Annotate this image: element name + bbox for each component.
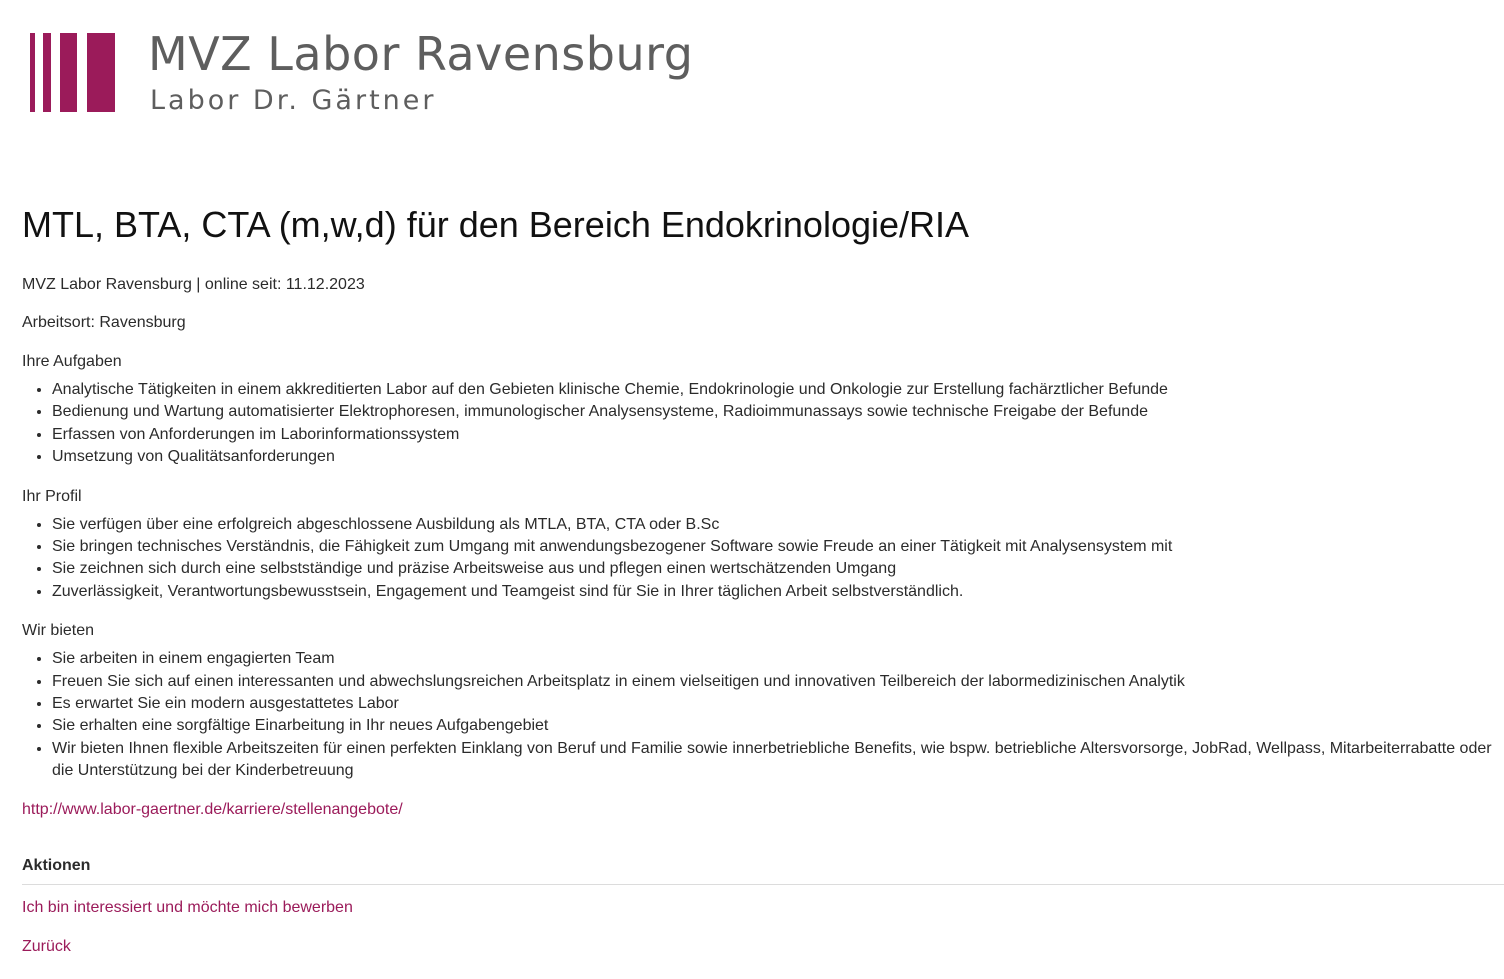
list-item: • Wir bieten Ihnen flexible Arbeitszeiten für einen perfekten Einklang von Beruf und Familie sowie innerbetriebliche Benefits, wie bspw. betriebliche Altersvorsorge, JobRad, Wellpass, Mitarbeiterrabatte oder die Unterstützung bei der Kinderbetreuung [52, 738, 1504, 783]
page-title: MTL, BTA, CTA (m,w,d) für den Bereich Endokrinologie/RIA [22, 204, 970, 245]
list-item: • Sie erhalten eine sorgfältige Einarbeitung in Ihr neues Aufgabengebiet [52, 715, 1504, 737]
list-item: • Sie verfügen über eine erfolgreich abgeschlossene Ausbildung als MTLA, BTA, CTA oder B.Sc [52, 514, 1504, 536]
list-item: • Es erwartet Sie ein modern ausgestattetes Labor [52, 693, 1504, 715]
profile-list [22, 514, 1504, 604]
apply-link[interactable]: Ich bin interessiert und möchte mich bewerben [22, 898, 353, 916]
back-link[interactable]: Zurück [22, 937, 71, 955]
actions-heading: Aktionen [22, 855, 1504, 885]
logo-title: MVZ Labor Ravensburg [148, 27, 694, 81]
list-item: • Sie zeichnen sich durch eine selbstständige und präzise Arbeitsweise aus und pflegen einen wertschätzenden Umgang [52, 558, 1504, 580]
list-item: • Erfassen von Anforderungen im Laborinformationssystem [52, 424, 1504, 446]
logo-bar [30, 33, 35, 112]
tasks-heading: Ihre Aufgaben [22, 353, 122, 370]
list-item: • Umsetzung von Qualitätsanforderungen [52, 446, 1504, 468]
logo-subtitle: Labor Dr. Gärtner [150, 85, 437, 116]
logo-bar [43, 33, 51, 112]
profile-heading: Ihr Profil [22, 487, 82, 505]
job-posting [22, 200, 1504, 958]
company-logo [30, 28, 730, 118]
posting-meta: MVZ Labor Ravensburg | online seit: 11.12.2023 [22, 276, 365, 293]
list-item: • Bedienung und Wartung automatisierter Elektrophoresen, immunologischer Analysensysteme, Radioimmunassays sowie technische Freigabe der Befunde [52, 401, 1504, 423]
career-page-link[interactable]: http://www.labor-gaertner.de/karriere/stellenangebote/ [22, 800, 403, 818]
list-item: • Analytische Tätigkeiten in einem akkreditierten Labor auf den Gebieten klinische Chemie, Endokrinologie und Onkologie zur Erstellung fachärztlicher Befunde [52, 379, 1504, 401]
list-item: • Sie bringen technisches Verständnis, die Fähigkeit zum Umgang mit anwendungsbezogener Software sowie Freude an einer Tätigkeit mit Analysensystem mit [52, 536, 1504, 558]
logo-bar [60, 33, 77, 112]
offer-heading: Wir bieten [22, 622, 95, 640]
worksite: Arbeitsort: Ravensburg [22, 314, 186, 331]
offer-list [22, 648, 1504, 782]
list-item: • Sie arbeiten in einem engagierten Team [52, 648, 1504, 670]
list-item: • Freuen Sie sich auf einen interessanten und abwechslungsreichen Arbeitsplatz in einem vielseitigen und innovativen Teilbereich der labormedizinischen Analytik [52, 671, 1504, 693]
tasks-list [22, 379, 1504, 469]
logo-bar [87, 33, 115, 112]
list-item: • Zuverlässigkeit, Verantwortungsbewusstsein, Engagement und Teamgeist sind für Sie in Ihrer täglichen Arbeit selbstverständlich. [52, 581, 1504, 603]
logo-bars-icon [30, 33, 116, 113]
